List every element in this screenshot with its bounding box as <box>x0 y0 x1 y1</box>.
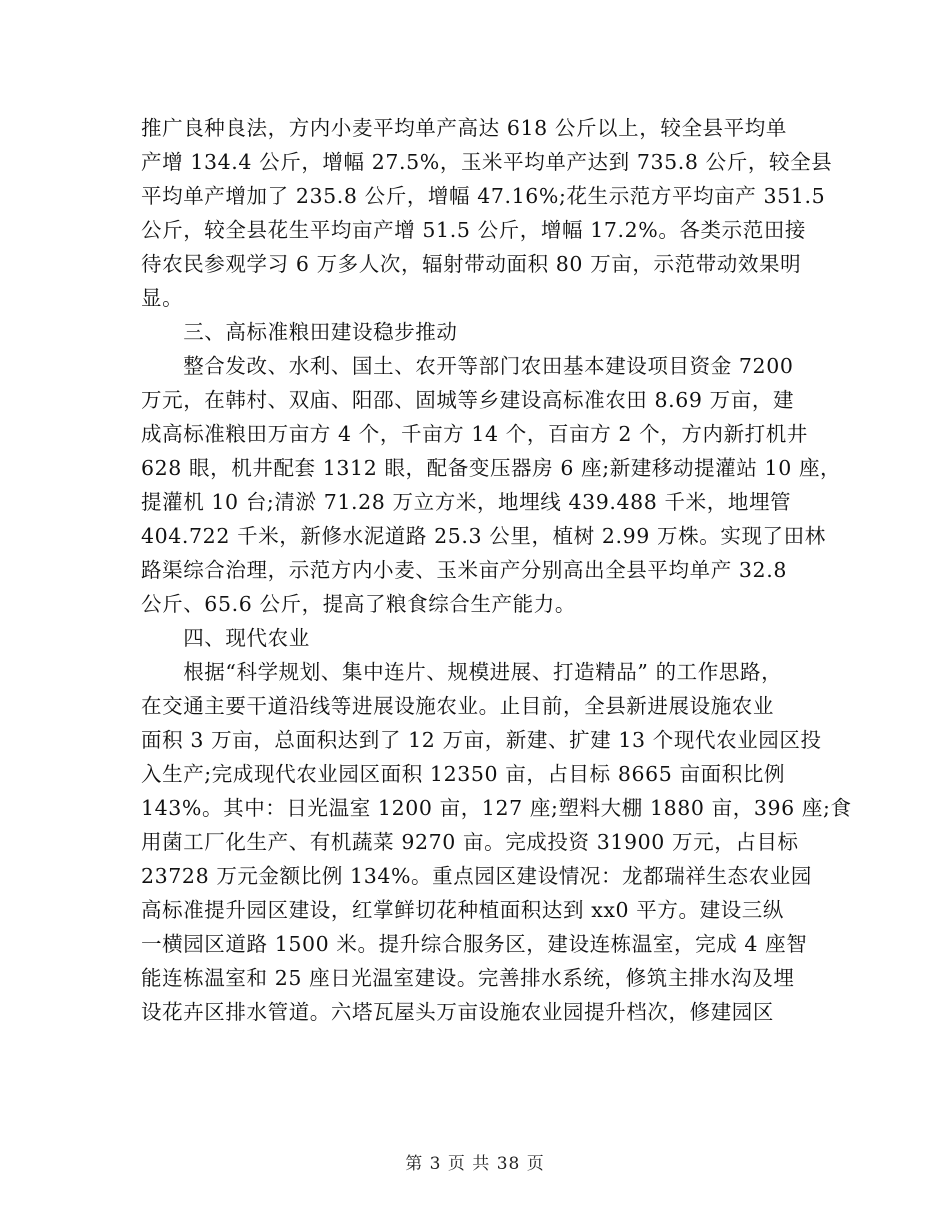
text-line: 628 眼，机井配套 1312 眼，配备变压器房 6 座;新建移动提灌站 10 座， <box>141 456 842 480</box>
text-line: 能连栋温室和 25 座日光温室建设。完善排水系统，修筑主排水沟及埋 <box>141 966 795 990</box>
text-line: 高标准提升园区建设，红掌鲜切花种植面积达到 xx0 平方。建设三纵 <box>141 898 784 922</box>
section-heading: 三、高标准粮田建设稳步推动 <box>141 320 458 344</box>
text-line: 入生产;完成现代农业园区面积 12350 亩，占目标 8665 亩面积比例 <box>141 762 786 786</box>
text-line: 公斤、65.6 公斤，提高了粮食综合生产能力。 <box>141 592 576 616</box>
text-line: 143%。其中：日光温室 1200 亩，127 座;塑料大棚 1880 亩，396 座;食 <box>141 796 852 820</box>
text-line: 路渠综合治理，示范方内小麦、玉米亩产分别高出全县平均单产 32.8 <box>141 558 787 582</box>
text-line: 提灌机 10 台;清淤 71.28 万立方米，地埋线 439.488 千米，地埋管 <box>141 490 792 514</box>
text-line: 万元，在韩村、双庙、阳邵、固城等乡建设高标准农田 8.69 万亩，建 <box>141 388 795 412</box>
text-line: 面积 3 万亩，总面积达到了 12 万亩，新建、扩建 13 个现代农业园区投 <box>141 728 822 752</box>
text-line: 成高标准粮田万亩方 4 个，千亩方 14 个，百亩方 2 个，方内新打机井 <box>141 422 808 446</box>
text-line: 显。 <box>141 286 184 310</box>
page-footer: 第 3 页 共 38 页 <box>405 1154 545 1174</box>
text-line: 待农民参观学习 6 万多人次，辐射带动面积 80 万亩，示范带动效果明 <box>141 252 802 276</box>
section-heading: 四、现代农业 <box>141 626 310 650</box>
text-line: 推广良种良法，方内小麦平均单产高达 618 公斤以上，较全县平均单 <box>141 116 787 140</box>
text-line: 在交通主要干道沿线等进展设施农业。止目前，全县新进展设施农业 <box>141 694 774 718</box>
text-line: 产增 134.4 公斤，增幅 27.5%，玉米平均单产达到 735.8 公斤，较全县 <box>141 150 833 174</box>
text-line: 平均单产增加了 235.8 公斤，增幅 47.16%;花生示范方平均亩产 351.5 <box>141 184 826 208</box>
text-line: 用菌工厂化生产、有机蔬菜 9270 亩。完成投资 31900 万元，占目标 <box>141 830 799 854</box>
text-line: 整合发改、水利、国土、农开等部门农田基本建设项目资金 7200 <box>141 354 794 378</box>
text-line: 设花卉区排水管道。六塔瓦屋头万亩设施农业园提升档次，修建园区 <box>141 1000 774 1024</box>
text-line: 23728 万元金额比例 134%。重点园区建设情况：龙都瑞祥生态农业园 <box>141 864 812 888</box>
text-line: 一横园区道路 1500 米。提升综合服务区，建设连栋温室，完成 4 座智 <box>141 932 808 956</box>
text-line: 404.722 千米，新修水泥道路 25.3 公里，植树 2.99 万株。实现了田林 <box>141 524 826 548</box>
text-line: 根据“科学规划、集中连片、规模进展、打造精品” 的工作思路， <box>141 660 783 684</box>
text-line: 公斤，较全县花生平均亩产增 51.5 公斤，增幅 17.2%。各类示范田接 <box>141 218 807 242</box>
